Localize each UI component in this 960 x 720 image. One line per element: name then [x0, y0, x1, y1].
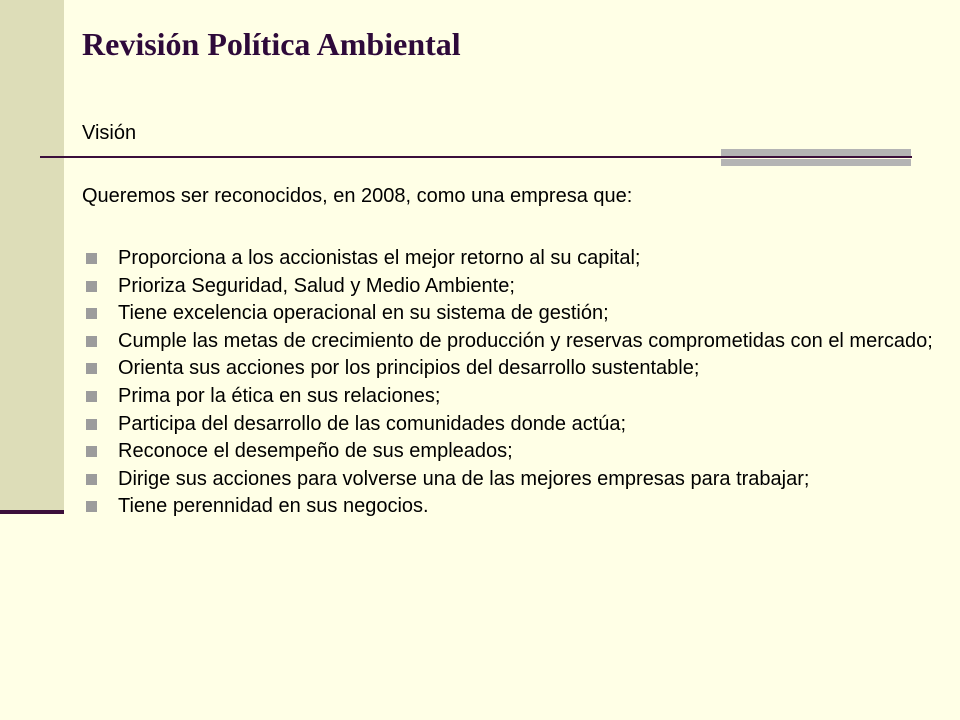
list-item-text: Reconoce el desempeño de sus empleados;	[118, 440, 513, 463]
list-item-text: Prioriza Seguridad, Salud y Medio Ambiente;	[118, 274, 515, 297]
list-item	[82, 440, 952, 462]
square-bullet-icon	[86, 419, 97, 430]
list-item-text: Participa del desarrollo de las comunidades donde actúa;	[118, 412, 627, 435]
list-item	[82, 330, 952, 352]
list-item-text: Dirige sus acciones para volverse una de las mejores empresas para trabajar;	[118, 467, 810, 490]
list-item-text: Tiene perennidad en sus negocios.	[118, 495, 429, 518]
list-item	[82, 275, 952, 297]
list-item	[82, 357, 952, 379]
bullet-list	[82, 247, 952, 523]
square-bullet-icon	[86, 308, 97, 319]
accent-bar-bottom	[721, 159, 911, 166]
sidebar-divider	[0, 510, 64, 514]
list-item-text: Proporciona a los accionistas el mejor retorno al su capital;	[118, 247, 641, 269]
square-bullet-icon	[86, 474, 97, 485]
list-item	[82, 247, 952, 269]
square-bullet-icon	[86, 253, 97, 264]
square-bullet-icon	[86, 501, 97, 512]
list-item	[82, 468, 952, 490]
list-item-text: Tiene excelencia operacional en su sistema de gestión;	[118, 302, 609, 325]
list-item-text: Cumple las metas de crecimiento de producción y reservas comprometidas con el mercado;	[118, 329, 933, 352]
slide-title: Revisión Política Ambiental	[82, 26, 461, 62]
square-bullet-icon	[86, 363, 97, 374]
list-item-text: Prima por la ética en sus relaciones;	[118, 384, 441, 407]
list-item	[82, 495, 952, 517]
list-item	[82, 413, 952, 435]
list-item-text: Orienta sus acciones por los principios del desarrollo sustentable;	[118, 357, 700, 380]
square-bullet-icon	[86, 391, 97, 402]
intro-text: Queremos ser reconocidos, en 2008, como una empresa que:	[82, 185, 633, 207]
title-divider	[40, 156, 912, 158]
sidebar-decoration	[0, 0, 64, 512]
square-bullet-icon	[86, 281, 97, 292]
list-item	[82, 385, 952, 407]
slide-subtitle: Visión	[82, 122, 137, 144]
square-bullet-icon	[86, 446, 97, 457]
list-item	[82, 302, 952, 324]
square-bullet-icon	[86, 336, 97, 347]
